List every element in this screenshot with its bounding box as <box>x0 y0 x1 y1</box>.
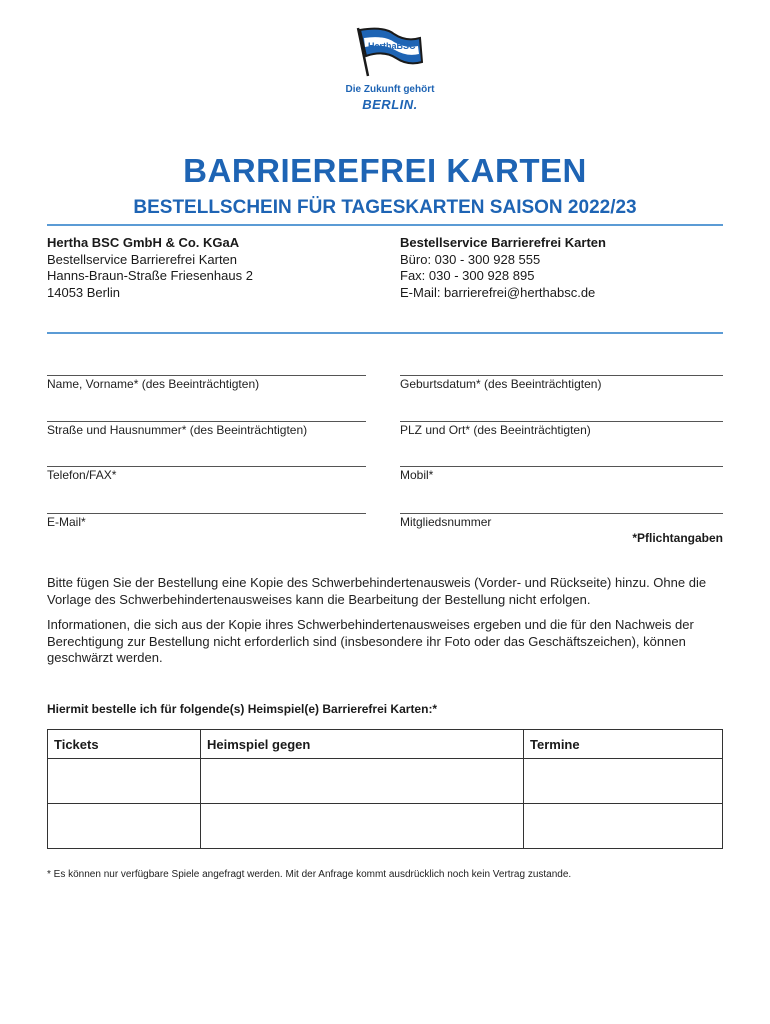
name-field[interactable] <box>47 375 366 376</box>
hertha-logo <box>340 26 440 116</box>
sender-address <box>47 235 253 301</box>
slogan-line2: BERLIN. <box>362 97 418 112</box>
order-table <box>47 729 723 849</box>
match-cell[interactable] <box>201 759 524 804</box>
mobile-label: Mobil* <box>400 468 434 482</box>
page-title: BARRIEREFREI KARTEN <box>183 152 587 189</box>
city-field[interactable] <box>400 421 723 422</box>
sender-name: Hertha BSC GmbH & Co. KGaA <box>47 235 240 250</box>
order-table-header <box>48 730 723 759</box>
dates-cell[interactable] <box>524 759 723 804</box>
col-dates: Termine <box>524 730 723 759</box>
match-cell[interactable] <box>201 804 524 849</box>
sender-line2: Hanns-Braun-Straße Friesenhaus 2 <box>47 268 253 283</box>
service-contact <box>400 235 606 301</box>
street-field[interactable] <box>47 421 366 422</box>
divider-middle <box>47 332 723 334</box>
email-label: E-Mail* <box>47 515 86 529</box>
birthdate-field[interactable] <box>400 375 723 376</box>
mobile-field[interactable] <box>400 466 723 467</box>
sender-line1: Bestellservice Barrierefrei Karten <box>47 251 238 267</box>
service-phone: Büro: 030 - 300 928 555 <box>400 251 541 267</box>
required-note: *Pflichtangaben <box>632 531 723 545</box>
city-label: PLZ und Ort* (des Beeinträchtigten) <box>400 423 591 437</box>
phone-label: Telefon/FAX* <box>47 468 117 482</box>
email-field[interactable] <box>47 513 366 514</box>
table-row <box>48 759 723 804</box>
page-subtitle: BESTELLSCHEIN FÜR TAGESKARTEN SAISON 2022/23 <box>133 197 637 218</box>
member-number-field[interactable] <box>400 513 723 514</box>
service-name: Bestellservice Barrierefrei Karten <box>400 235 606 250</box>
order-heading: Hiermit bestelle ich für folgende(s) Heimspiel(e) Barrierefrei Karten:* <box>47 702 438 716</box>
street-label: Straße und Hausnummer* (des Beeinträchtigten) <box>47 423 308 437</box>
info-paragraph-2: Informationen, die sich aus der Kopie ihres Schwerbehindertenausweises ergeben und die für den Nachweis der Berechtigung zur Bestellung nicht erforderlich sind (insbesondere ihr Foto oder das Geschäftszeichen), können geschwärzt werden. <box>47 617 694 665</box>
member-number-label: Mitgliedsnummer <box>400 515 492 529</box>
service-fax: Fax: 030 - 300 928 895 <box>400 268 535 283</box>
phone-field[interactable] <box>47 466 366 467</box>
dates-cell[interactable] <box>524 804 723 849</box>
footnote: * Es können nur verfügbare Spiele angefragt werden. Mit der Anfrage kommt ausdrücklich noch kein Vertrag zustande. <box>47 869 572 880</box>
table-row <box>48 804 723 849</box>
tickets-cell[interactable] <box>48 804 201 849</box>
birthdate-label: Geburtsdatum* (des Beeinträchtigten) <box>400 377 602 391</box>
service-email: E-Mail: barrierefrei@herthabsc.de <box>400 284 596 300</box>
flag-text: HerthaBSC <box>368 41 416 51</box>
name-label: Name, Vorname* (des Beeinträchtigten) <box>47 377 260 391</box>
tickets-cell[interactable] <box>48 759 201 804</box>
info-paragraph-1: Bitte fügen Sie der Bestellung eine Kopie des Schwerbehindertenausweis (Vorder- und Rückseite) hinzu. Ohne die Vorlage des Schwerbehindertenausweises kann die Bearbeitung der Bestellung nicht erfolgen. <box>47 575 707 607</box>
col-match: Heimspiel gegen <box>201 730 524 759</box>
slogan-line1: Die Zukunft gehört <box>345 84 435 95</box>
flag-icon <box>354 26 426 78</box>
divider-top <box>47 224 723 226</box>
sender-line3: 14053 Berlin <box>47 284 120 300</box>
col-tickets: Tickets <box>48 730 201 759</box>
